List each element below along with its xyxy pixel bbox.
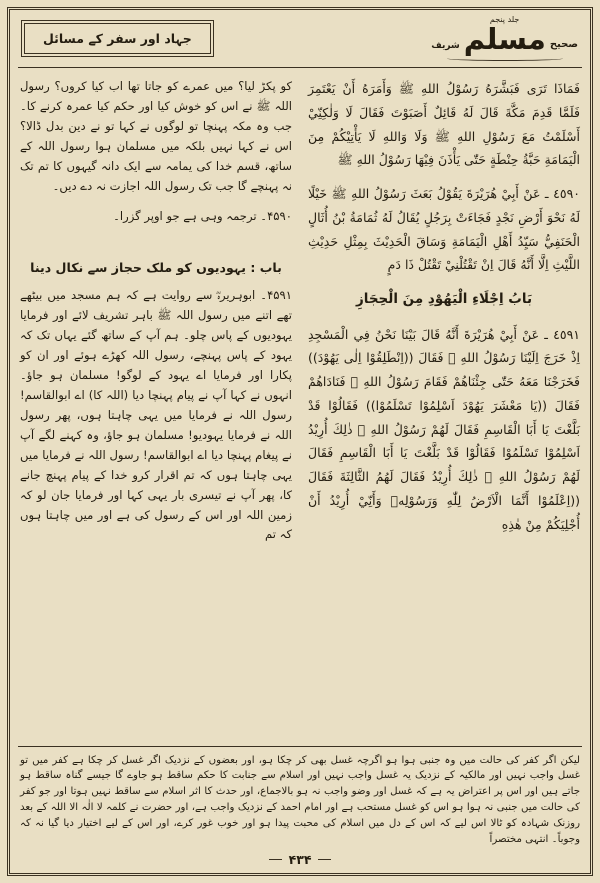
- urdu-continuation-paragraph: کو پکڑ لیا؟ میں عمرے کو جاتا تھا اب کیا کروں؟ رسول اللہ ﷺ نے اس کو خوش کیا اور حکم کیا عمرہ کرنے کا۔ جب وہ مکہ پہنچا تو لوگوں نے کہا تو نے دین بدل ڈالا؟ اس نے کہا نہیں بلکہ میں مسلمان ہوا رسول اللہ کے ساتھ، قسم خدا کی یمامہ سے ایک دانہ گیہوں کا تم تک نہ پہنچے گا جب تک رسول اللہ اجازت نہ دے دیں۔: [20, 79, 292, 193]
- arabic-hadith-4590: ٤٥٩٠ ـ عَنْ أَبِيْ هُرَيْرَةَ يَقُوْلُ بَعَثَ رَسُوْلُ اللهِ ﷺ خَيْلًا لَهُ نَحْوَ أَرْضِ نَجْدٍ فَجَاءَتْ بِرَجُلٍ يُقَالُ لَهُ ثُمَامَةُ بْنُ أُثَالٍ الْحَنَفِيُّ سَيِّدُ أَهْلِ الْيَمَامَةِ وَسَاقَ الْحَدِيْثَ بِمِثْلِ حَدِيْثِ اللَّيْثِ اِلَّا أَنَّهُ قَالَ اِنْ تَقْتُلْنِيْ تَقْتُلْ ذَا دَمٍ: [308, 186, 580, 273]
- page-number: ۴۳۴: [288, 852, 312, 867]
- book-title-block: [425, 16, 578, 61]
- text-columns: [18, 68, 582, 746]
- book-title-prefix: صحیح: [549, 39, 578, 50]
- bab-heading-urdu: باب : یہودیوں کو ملک حجاز سے نکال دینا: [30, 259, 282, 275]
- arabic-continuation-paragraph: فَمَاذَا تَرَى فَبَشَّرَهُ رَسُوْلُ اللهِ ﷺ وَأَمَرَهُ أَنْ يَعْتَمِرَ فَلَمَّا قَدِمَ مَكَّةَ قَالَ لَهُ قَائِلٌ أَصَبَوْتَ فَقَالَ لَا وَلٰكِنِّيْ أَسْلَمْتُ مَعَ رَسُوْلِ اللهِ ﷺ وَلَا وَاللهِ لَا يَأْتِيْكُمْ مِنَ الْيَمَامَةِ حَبَّةُ حِنْطَةٍ حَتّٰى يَأْذَنَ فِيْهَا رَسُوْلُ اللهِ ﷺ: [308, 81, 580, 168]
- bab-heading-arabic: بَابُ اِجْلَاءِ الْيَهُوْدِ مِنَ الْحِجَازِ: [355, 291, 533, 307]
- chapter-label: جہاد اور سفر کے مسائل: [43, 31, 192, 46]
- urdu-line-4590: ۴۵۹۰۔ ترجمہ وہی ہے جو اوپر گزرا۔: [113, 208, 292, 223]
- arabic-column: [308, 77, 580, 742]
- book-title-row: [431, 22, 578, 56]
- footnote-text: لیکن اگر کفر کی حالت میں وہ جنبی ہوا ہو اگرچہ غسل بھی کر چکا ہو، اور بعضوں کے نزدیک اگر غسل کر چکا ہے کفر میں تو غسل واجب نہیں اور مالکیہ کے نزدیک یہ غسل واجب نہیں اور اسلام سے جنابت کا حکم ساقط ہو جاوے گا جیسے گناہ ساقط ہو جاتے ہیں اور اس پر اعتراض یہ ہے کہ غسل اور وضو واجب نہ ہو بالاجماع، اور حدث کا اثر اسلام سے ساقط نہیں ہوتا اور جو کفر کی حالت میں جنبی نہ ہوا ہو اس کو غسل مستحب ہے اور امام احمد کے نزدیک واجب ہے، اور حضرت نے کلمہ لا الٰہ الا اللہ کے بعد روزنک شہادہ کو ٹالا اس لیے کہ اس کے دل میں اسلام کی محبت پیدا ہو اور خوب غور کرے، اور اس کے لیے اختیار دیا گیا نہ کہ وجوباً۔ انتہی مختصراً: [20, 754, 580, 846]
- volume-label: جلد پنجم: [489, 15, 520, 24]
- book-title: مسلم: [463, 22, 546, 56]
- urdu-paragraph-4591: ۴۵۹۱۔ ابوہریرہؓ سے روایت ہے کہ ہم مسجد میں بیٹھے تھے اتنے میں رسول اللہ ﷺ باہر تشریف لائے اور فرمایا یہودیوں کے پاس چلو۔ ہم آپ کے ساتھ گئے یہاں تک کہ یہود کے پاس پہنچے، رسول اللہ کھڑے ہوئے اور ان کو پکارا اور فرمایا اے یہود کے لوگو! مسلمان ہو جاؤ۔ انہوں نے کہا آپ نے پیام پہنچا دیا (اللہ کا) اے ابوالقاسم! رسول اللہ نے فرمایا میں یہی چاہتا ہوں، پھر رسول اللہ نے فرمایا یہودیو! مسلمان ہو جاؤ، وہ کہنے لگے آپ نے پیغام پہنچا دیا اے ابوالقاسم! رسول اللہ نے فرمایا میں یہی چاہتا ہوں کہ تم اقرار کرو خدا کے پیام پہنچ جانے کا، پھر آپ نے تیسری بار یہی کہا اور فرمایا جان لو کہ زمین اللہ اور اس کے رسول کی ہے اور میں چاہتا ہوں کہ تم: [20, 288, 292, 542]
- urdu-column: [20, 77, 292, 742]
- page-frame: [7, 7, 593, 876]
- footnote-section: [18, 746, 582, 848]
- page-number-ornament-right: [318, 859, 331, 860]
- arabic-hadith-4591: ٤٥٩١ ـ عَنْ أَبِيْ هُرَيْرَةَ أَنَّهُ قَالَ بَيْنَا نَحْنُ فِي الْمَسْجِدِ اِذْ خَرَجَ اِلَيْنَا رَسُوْلُ اللهِ ﷺ فَقَالَ ((اِنْطَلِقُوْا اِلٰى يَهُوْدَ)) فَخَرَجْنَا مَعَهُ حَتّٰى جِئْنَاهُمْ فَقَامَ رَسُوْلُ اللهِ ﷺ فَنَادَاهُمْ فَقَالَ ((يَا مَعْشَرَ يَهُوْدَ اَسْلِمُوْا تَسْلَمُوْا)) فَقَالُوْا قَدْ بَلَّغْتَ يَا أَبَا الْقَاسِمِ فَقَالَ لَهُمْ رَسُوْلُ اللهِ ﷺ ذٰلِكَ أُرِيْدُ اَسْلِمُوْا تَسْلَمُوْا فَقَالُوْا قَدْ بَلَّغْتَ يَا أَبَا الْقَاسِمِ فَقَالَ لَهُمْ رَسُوْلُ اللهِ ﷺ ذٰلِكَ أُرِيْدُ فَقَالَ لَهُمُ الثَّالِثَةَ فَقَالَ ((اِعْلَمُوْا أَنَّمَا الْاَرْضُ لِلّٰهِ وَرَسُوْلِهٖ وَأَنِّيْ أُرِيْدُ أَنْ أُجْلِيَكُمْ مِنْ هٰذِهِ: [308, 326, 580, 532]
- page-number-ornament-left: [269, 859, 282, 860]
- page-number-row: [18, 848, 582, 867]
- page-header: [18, 14, 582, 68]
- chapter-label-box: [24, 23, 211, 54]
- calligraphy-flourish-icon: [447, 56, 563, 61]
- book-title-suffix: شریف: [431, 41, 460, 51]
